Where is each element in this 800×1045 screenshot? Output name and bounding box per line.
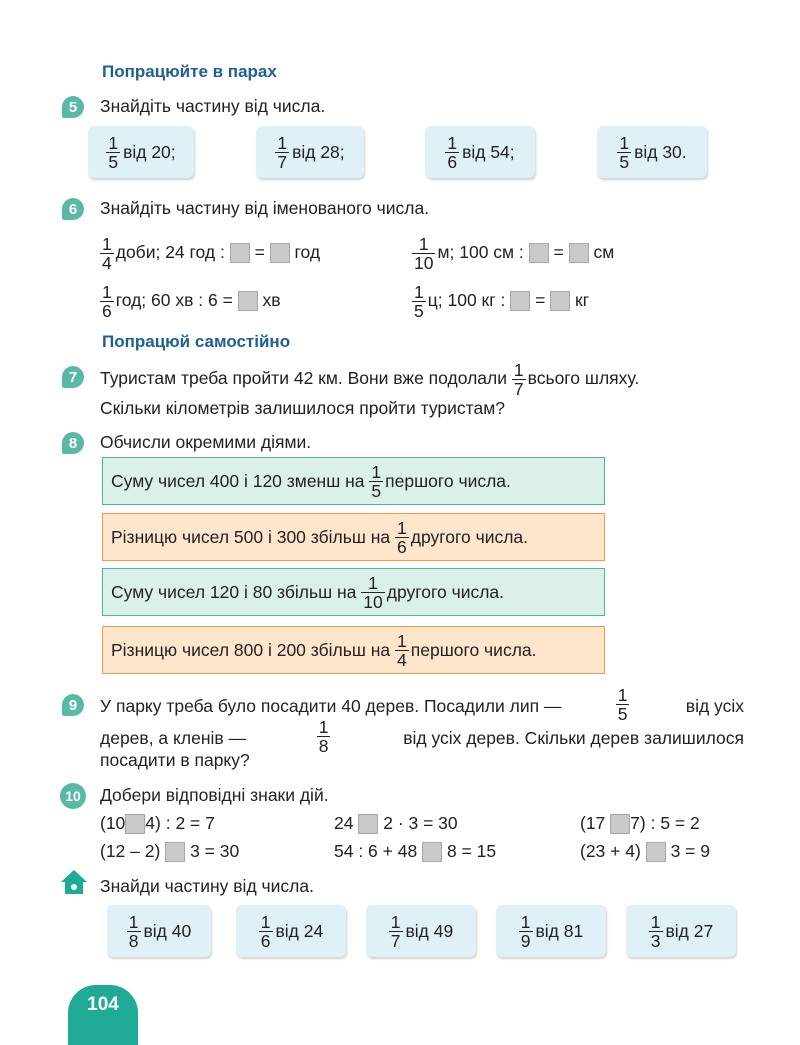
card-text: від 54;	[462, 141, 515, 162]
answer-box[interactable]	[125, 814, 145, 834]
home-card: $\frac{1}{3}$ від 27	[626, 905, 736, 957]
answer-box[interactable]	[358, 814, 378, 834]
task-10-expr: 54 : 6 + 48 8 = 15	[334, 841, 497, 861]
task-9-line-3: посадити в парку?	[100, 750, 250, 770]
task-10-text: Добери відповідні знаки дій.	[100, 785, 329, 805]
task-8-box: Різницю чисел 500 і 300 збільш на $\frac{1}{6}$ другого числа.	[102, 513, 605, 561]
home-card: $\frac{1}{6}$ від 24	[236, 905, 346, 957]
task-10-expr: (10 4) : 2 = 7	[100, 813, 215, 833]
task-7-line-2: Скільки кілометрів залишилося пройти туристам?	[100, 398, 505, 418]
task-10-expr: (17 7) : 5 = 2	[580, 813, 700, 833]
task-10-expr: (23 + 4) 3 = 9	[580, 841, 710, 861]
task-5-card	[88, 126, 194, 178]
answer-box[interactable]	[510, 291, 530, 311]
task-8-box: Суму чисел 120 і 80 збільш на $\frac{1}{10}$ другого числа.	[102, 568, 605, 616]
fraction: $\frac{1}{7}$	[277, 132, 288, 172]
fraction: $\frac{1}{6}$	[447, 132, 458, 172]
task-9-line-2: дерев, а кленів — $\frac{1}{8}$ від усіх дерев. Скільки дерев залишилося	[100, 717, 744, 756]
section-heading-self: Попрацюй самостійно	[102, 332, 291, 351]
task-8-text: Обчисли окремими діями.	[100, 432, 312, 452]
task-7-line-1: Туристам треба пройти 42 км. Вони вже подолали $\frac{1}{7}$ всього шляху.	[100, 359, 640, 399]
fraction: $\frac{1}{5}$	[619, 132, 630, 172]
task-8-number: 8	[62, 432, 84, 454]
home-card: $\frac{1}{8}$ від 40	[107, 905, 211, 957]
answer-box[interactable]	[238, 291, 258, 311]
task-6-row-2a: $\frac{1}{6}$ год; 60 хв : 6 = хв	[102, 281, 281, 321]
answer-box[interactable]	[569, 243, 589, 263]
task-8-box: Різницю чисел 800 і 200 збільш на $\frac{1}{4}$ першого числа.	[102, 626, 605, 674]
task-6-row-2b: $\frac{1}{5}$ ц; 100 кг : = кг	[414, 281, 590, 321]
card-text: від 28;	[292, 141, 345, 162]
answer-box[interactable]	[422, 842, 442, 862]
answer-box[interactable]	[550, 291, 570, 311]
task-5-number: 5	[62, 96, 84, 118]
home-card: $\frac{1}{9}$ від 81	[496, 905, 606, 957]
card-text: від 20;	[123, 141, 176, 162]
answer-box[interactable]	[230, 243, 250, 263]
answer-box[interactable]	[270, 243, 290, 263]
home-icon	[60, 869, 88, 895]
task-6-row-1b: $\frac{1}{10}$ м; 100 см : = см	[414, 233, 615, 273]
card-text: від 30.	[634, 141, 687, 162]
answer-box[interactable]	[610, 814, 630, 834]
task-5-card	[425, 126, 535, 178]
answer-box[interactable]	[646, 842, 666, 862]
section-heading-pairs: Попрацюйте в парах	[102, 62, 277, 81]
task-10-expr: (12 – 2) 3 = 30	[100, 841, 240, 861]
task-7-number: 7	[62, 366, 84, 388]
task-9-number: 9	[62, 694, 84, 716]
fraction: $\frac{1}{5}$	[108, 132, 119, 172]
task-10-number: 10	[62, 785, 84, 807]
home-task-text: Знайди частину від числа.	[100, 876, 314, 896]
page-number: 104	[68, 985, 138, 1045]
task-6-row-1a: $\frac{1}{4}$ доби; 24 год : = год	[102, 233, 321, 273]
answer-box[interactable]	[529, 243, 549, 263]
task-9-line-1: У парку треба було посадити 40 дерев. Посадили лип — $\frac{1}{5}$ від усіх	[100, 685, 744, 724]
task-6-text: Знайдіть частину від іменованого числа.	[100, 198, 430, 218]
answer-box[interactable]	[165, 842, 185, 862]
home-card: $\frac{1}{7}$ від 49	[366, 905, 476, 957]
task-8-box: Суму чисел 400 і 120 зменш на $\frac{1}{5}$ першого числа.	[102, 457, 605, 505]
task-6-number: 6	[62, 198, 84, 220]
task-10-expr: 24 2 · 3 = 30	[334, 813, 458, 833]
task-5-text: Знайдіть частину від числа.	[100, 96, 326, 116]
task-5-card	[256, 126, 364, 178]
task-5-card	[597, 126, 707, 178]
